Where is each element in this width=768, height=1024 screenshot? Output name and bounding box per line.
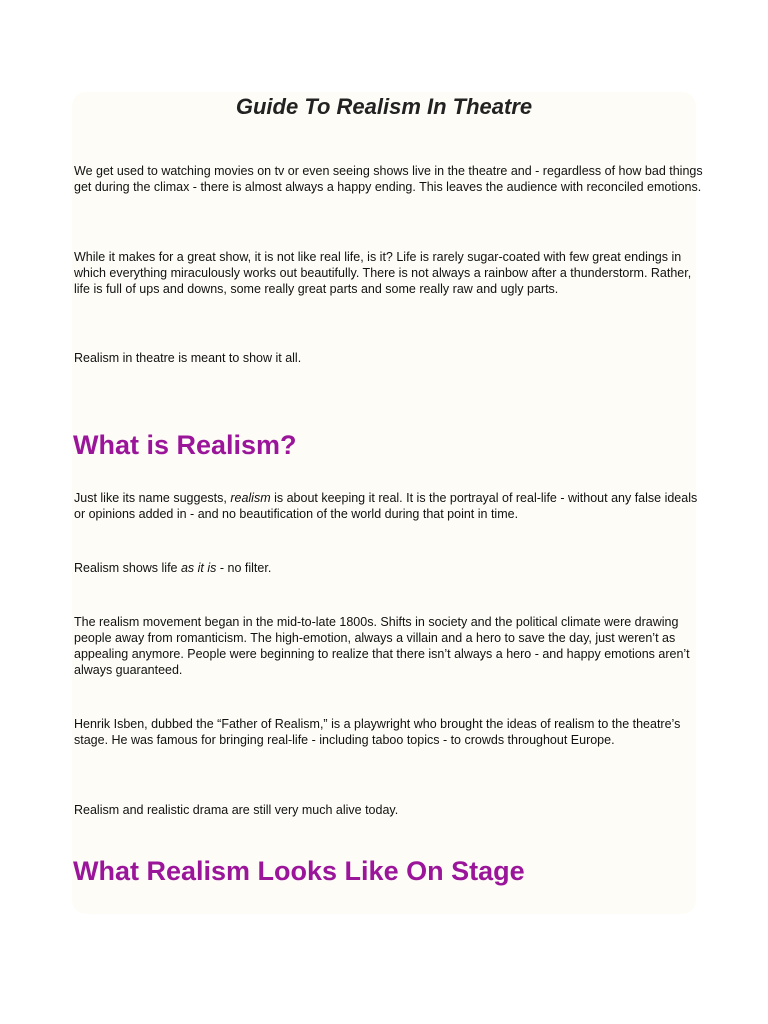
text-run: - no filter.: [216, 561, 272, 575]
text-run: Realism shows life: [74, 561, 181, 575]
emphasis-as-it-is: as it is: [180, 561, 217, 575]
emphasis-realism: realism: [230, 491, 271, 505]
document-title: Guide To Realism In Theatre: [235, 94, 533, 119]
henrik-isben-paragraph: Henrik Isben, dubbed the “Father of Realism,” is a playwright who brought the ideas of realism to the theatre’s stage. He was famous for bringing real-life - including taboo topics - to crowds throughout Europe.: [74, 717, 681, 747]
intro-paragraph-2: While it makes for a great show, it is not like real life, is it? Life is rarely sugar-coated with few great endings in which everything miraculously works out beautifully. There is not always a rainbow after a thunderstorm. Rather, life is full of ups and downs, some really great parts and some really raw and ugly parts.: [74, 250, 692, 296]
realism-no-filter-paragraph: [74, 560, 704, 576]
text-run: is about keeping it real. It is the portrayal of real-life - without any false ideals or opinions added in - and no beautification of the world during that point in time.: [74, 491, 698, 521]
text-run: Just like its name suggests,: [74, 491, 231, 505]
intro-paragraph-3: Realism in theatre is meant to show it all.: [74, 351, 302, 365]
section-heading-what-is-realism: What is Realism?: [73, 430, 297, 460]
intro-paragraph-1: We get used to watching movies on tv or even seeing shows live in the theatre and - regardless of how bad things get during the climax - there is almost always a happy ending. This leaves the audience with reconciled emotions.: [74, 164, 703, 194]
realism-today-paragraph: Realism and realistic drama are still very much alive today.: [74, 803, 399, 817]
section-heading-realism-on-stage: What Realism Looks Like On Stage: [73, 856, 525, 886]
realism-definition-paragraph: [74, 490, 704, 522]
realism-movement-paragraph: The realism movement began in the mid-to-late 1800s. Shifts in society and the political climate were drawing people away from romanticism. The high-emotion, always a villain and a hero to save the day, just weren’t as appealing anymore. People were beginning to realize that there isn’t always a hero - and happy emotions aren’t always guaranteed.: [74, 615, 690, 677]
